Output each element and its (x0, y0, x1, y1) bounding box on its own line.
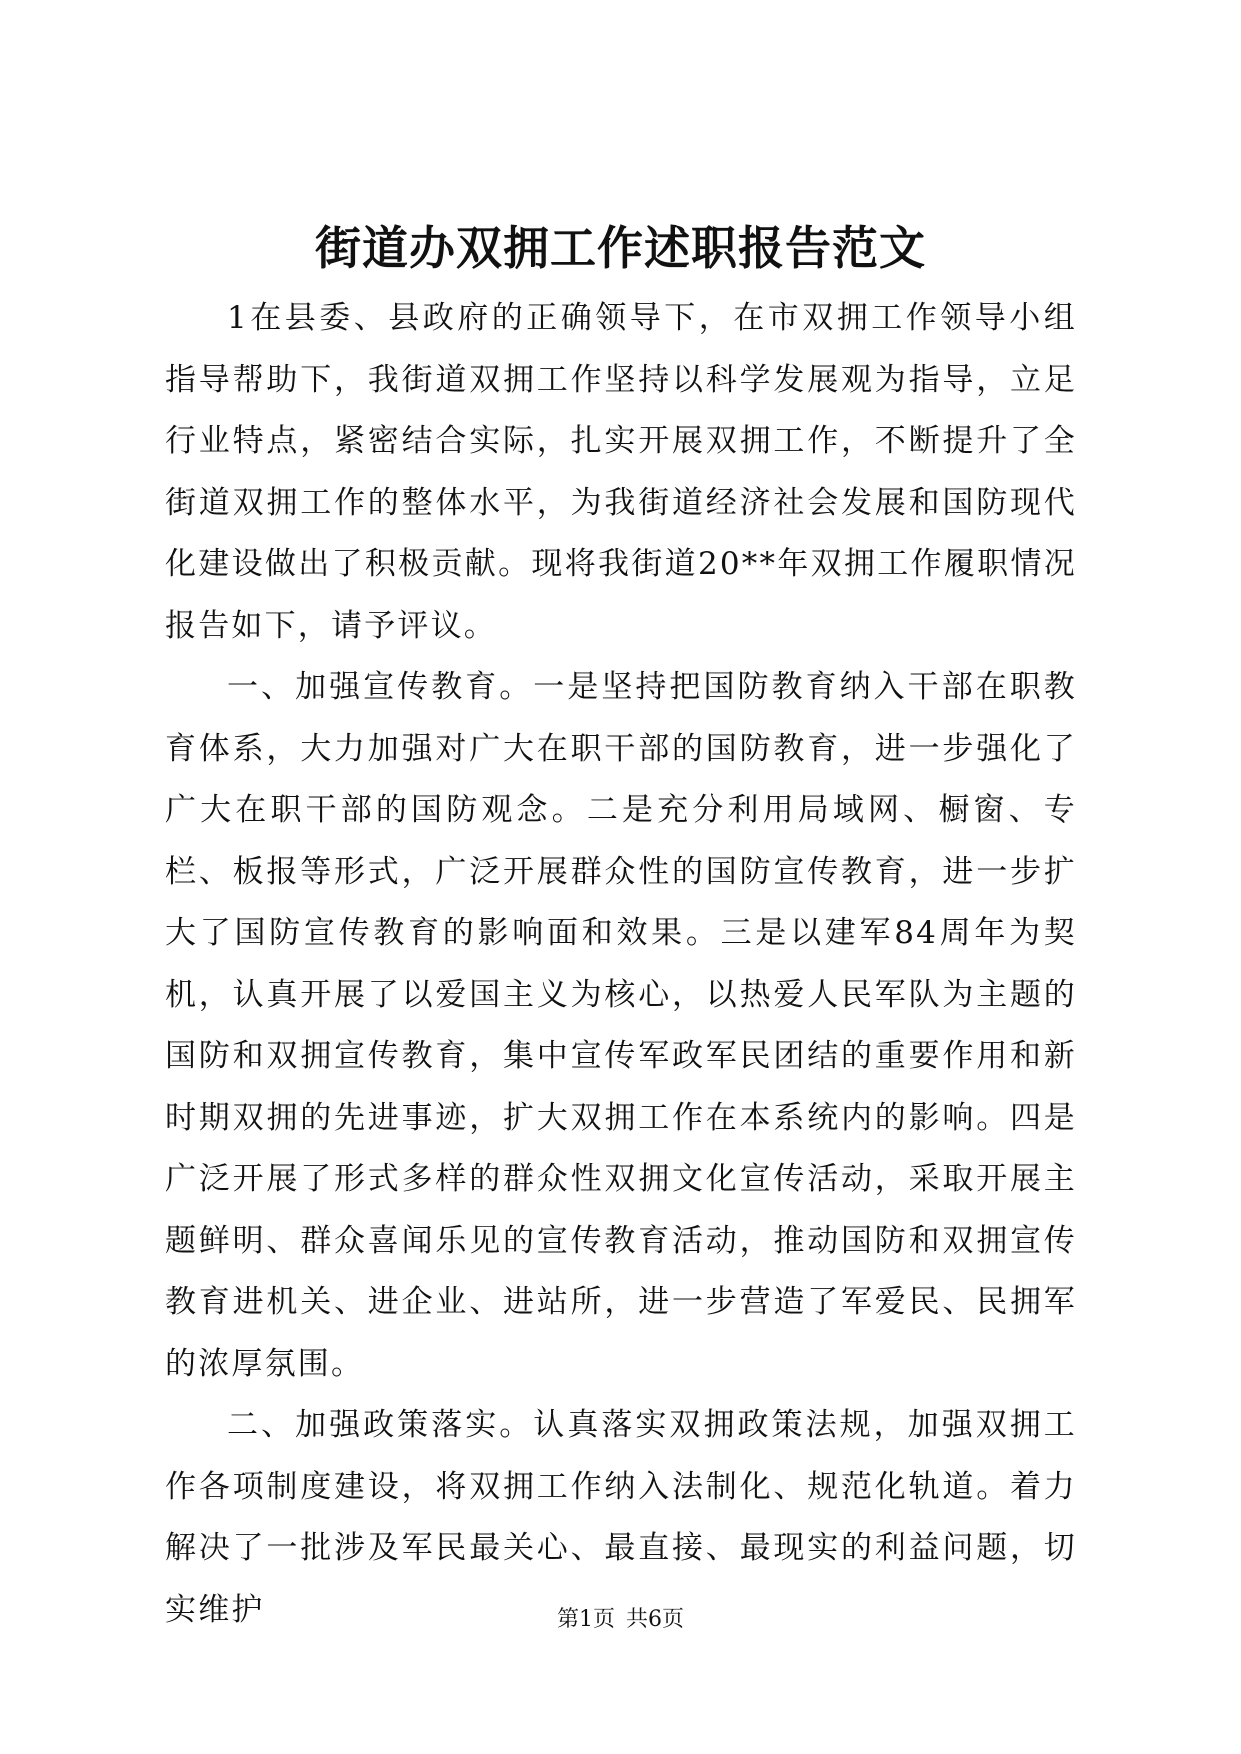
paragraph-intro: 1在县委、县政府的正确领导下，在市双拥工作领导小组指导帮助下，我街道双拥工作坚持以科学发展观为指导，立足行业特点，紧密结合实际，扎实开展双拥工作，不断提升了全街道双拥工作的整体水平，为我街道经济社会发展和国防现代化建设做出了积极贡献。现将我街道20**年双拥工作履职情况报告如下，请予评议。 (165, 300, 1077, 644)
page-footer: 第1页 共6页 (557, 1607, 684, 1632)
document-title: 街道办双拥工作述职报告范文 (315, 221, 926, 275)
paragraph-publicity-education: 一、加强宣传教育。一是坚持把国防教育纳入干部在职教育体系，大力加强对广大在职干部的国防教育，进一步强化了广大在职干部的国防观念。二是充分利用局域网、橱窗、专栏、板报等形式，广泛开展群众性的国防宣传教育，进一步扩大了国防宣传教育的影响面和效果。三是以建军84周年为契机，认真开展了以爱国主义为核心，以热爱人民军队为主题的国防和双拥宣传教育，集中宣传军政军民团结的重要作用和新时期双拥的先进事迹，扩大双拥工作在本系统内的影响。四是广泛开展了形式多样的群众性双拥文化宣传活动，采取开展主题鲜明、群众喜闻乐见的宣传教育活动，推动国防和双拥宣传教育进机关、进企业、进站所，进一步营造了军爱民、民拥军的浓厚氛围。 (165, 669, 1077, 1382)
paragraph-policy-implementation: 二、加强政策落实。认真落实双拥政策法规，加强双拥工作各项制度建设，将双拥工作纳入法制化、规范化轨道。着力解决了一批涉及军民最关心、最直接、最现实的利益问题，切实维护 (165, 1407, 1077, 1628)
document-body (165, 288, 1077, 1641)
